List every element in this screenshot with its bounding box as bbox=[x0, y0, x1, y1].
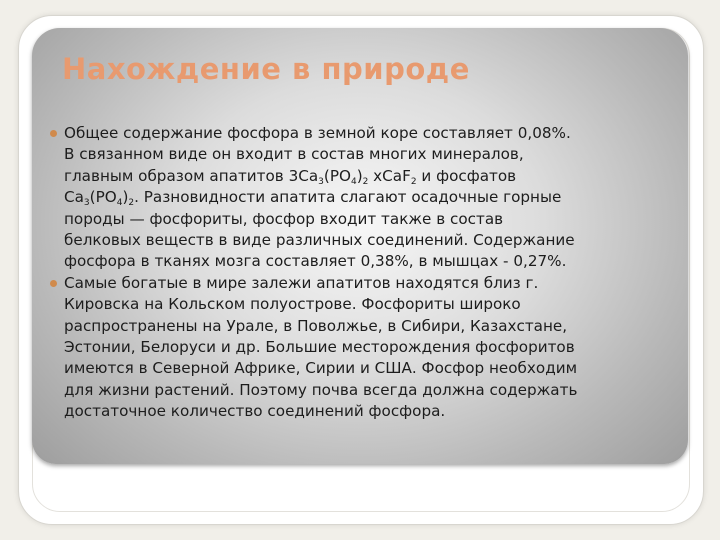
subscript: 4 bbox=[350, 176, 357, 187]
slide-body bbox=[48, 123, 678, 423]
text-line: достаточное количество соединений фосфора. bbox=[64, 402, 446, 421]
text-line: для жизни растений. Поэтому почва всегда должна содержать bbox=[64, 380, 578, 399]
text-run: главным образом апатитов 3Ca bbox=[64, 166, 319, 185]
text-line: Кировска на Кольском полуострове. Фосфориты широко bbox=[64, 295, 521, 314]
bullet-icon bbox=[50, 280, 57, 287]
text-line: Эстонии, Белоруси и др. Большие месторождения фосфоритов bbox=[64, 338, 575, 357]
slide-title: Нахождение в природе bbox=[62, 52, 470, 86]
bullet-paragraph-1 bbox=[48, 123, 678, 273]
text-line: Общее содержание фосфора в земной коре составляет 0,08%. bbox=[64, 124, 571, 142]
text-run: . Разновидности апатита слагают осадочные горные bbox=[134, 188, 562, 207]
subscript: 4 bbox=[116, 198, 123, 209]
text-line: распространены на Урале, в Поволжье, в Сибири, Казахстане, bbox=[64, 316, 568, 335]
bullet-icon bbox=[50, 130, 57, 137]
text-run: ) bbox=[122, 188, 129, 207]
text-run: Ca bbox=[64, 188, 84, 207]
text-run: ) bbox=[356, 166, 363, 185]
subscript: 3 bbox=[318, 176, 324, 187]
text-line: фосфора в тканях мозга составляет 0,38%, в мышцах - 0,27%. bbox=[64, 252, 567, 271]
formula-line bbox=[64, 166, 678, 187]
text-run: и фосфатов bbox=[416, 166, 517, 185]
subscript: 3 bbox=[83, 198, 90, 209]
text-line: Самые богатые в мире залежи апатитов находятся близ г. bbox=[64, 273, 539, 292]
subscript: 2 bbox=[362, 176, 369, 187]
text-run: (PO bbox=[89, 188, 117, 207]
formula-line bbox=[64, 187, 678, 208]
subscript: 2 bbox=[128, 198, 135, 209]
text-line: белковых веществ в виде различных соединений. Содержание bbox=[64, 231, 575, 250]
bullet-paragraph-2 bbox=[48, 273, 678, 423]
text-run: xCaF bbox=[368, 166, 411, 185]
text-line: имеются в Северной Африке, Сирии и США. Фосфор необходим bbox=[64, 359, 578, 378]
text-line: В связанном виде он входит в состав многих минералов, bbox=[64, 145, 524, 164]
text-run: (PO bbox=[323, 166, 351, 185]
subscript: 2 bbox=[410, 176, 417, 187]
text-line: породы — фосфориты, фосфор входит также в состав bbox=[64, 209, 504, 228]
